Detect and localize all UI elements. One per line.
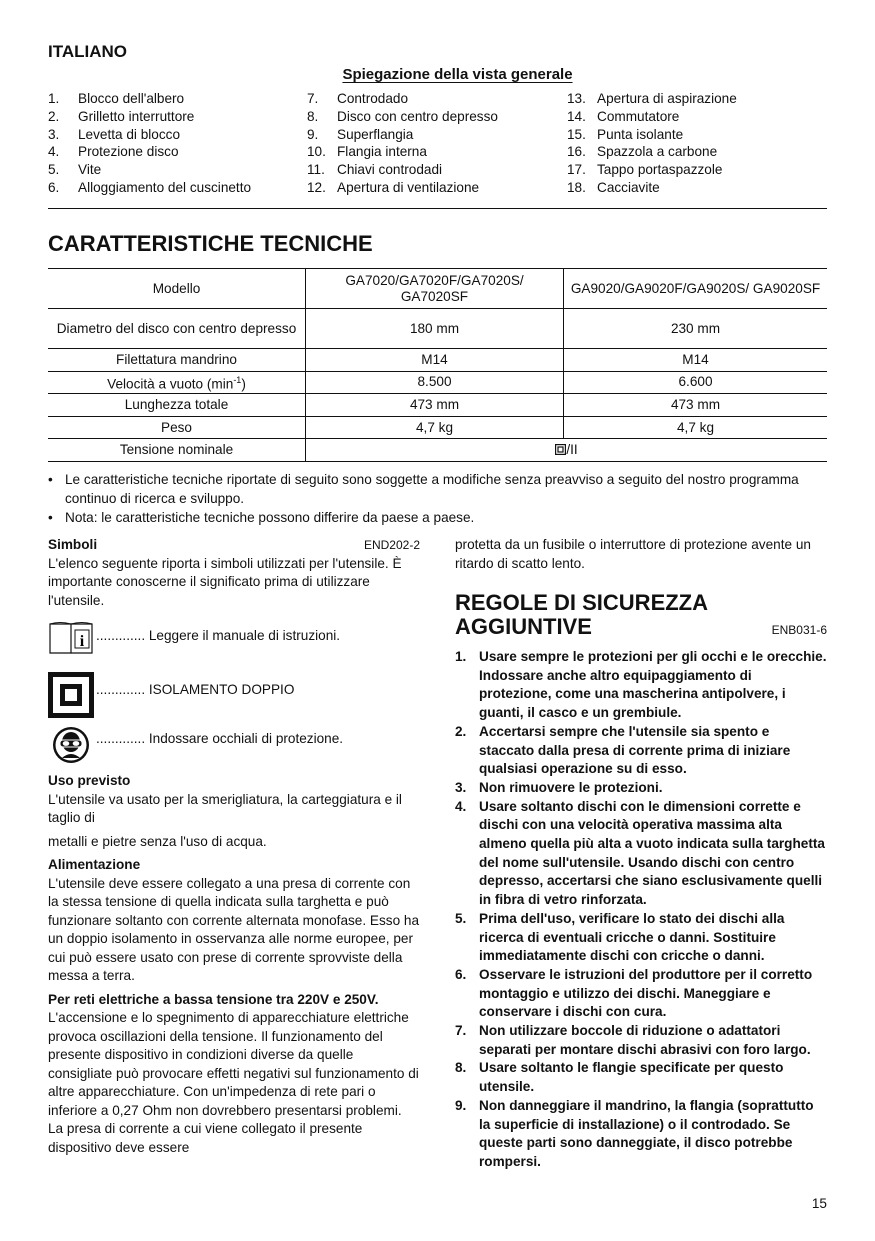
svg-text:i: i xyxy=(79,633,85,650)
table-cell: Modello xyxy=(48,269,306,309)
table-cell: 8.500 xyxy=(306,371,564,394)
specs-table xyxy=(48,268,827,462)
table-row xyxy=(48,269,827,309)
symbols-section xyxy=(48,536,420,610)
table-cell: Peso xyxy=(48,416,306,439)
table-cell: GA9020/GA9020F/GA9020S/ GA9020SF xyxy=(564,269,828,309)
safety-rule: 6. Osservare le istruzioni del produttore per il corretto montaggio e utilizzo dei dischi. Maneggiare e conservare i dischi con cura. xyxy=(455,966,813,1020)
intended-use-text: L'utensile va usato per la smerigliatura, la carteggiatura e il taglio di xyxy=(48,791,402,825)
safety-code: ENB031-6 xyxy=(771,623,827,637)
table-cell: /II xyxy=(306,439,828,462)
low-voltage-continued: protetta da un fusibile o interruttore di protezione avente un ritardo di scatto lento. xyxy=(455,537,811,571)
overview-item: 18. Cacciavite xyxy=(567,179,660,195)
overview-item: 17. Tappo portaspazzole xyxy=(567,162,723,178)
safety-rule: 3. Non rimuovere le protezioni. xyxy=(455,779,663,795)
overview-item: 1. Blocco dell'albero xyxy=(48,91,185,106)
safety-rule: 4. Usare soltanto dischi con le dimensioni corrette e dischi con una velocità operativa massima alta almeno quella più alta a vuoto indicata sulla targhetta del nome sull'utensile. Usando dischi con centro depresso, accertarsi che siano esclusivamente quelli in fibra di vetro rinforzata. xyxy=(455,798,825,908)
intended-use-section xyxy=(48,772,420,1157)
intended-use-text-2: metalli e pietre senza l'uso di acqua. xyxy=(48,833,267,849)
power-title: Alimentazione xyxy=(48,857,141,872)
low-voltage-text: L'accensione e lo spegnimento di apparecchiature elettriche provoca oscillazioni della tensione. Il funzionamento del presente dispositivo in condizioni diverse da quelle consigliate può provocare effetti negativi sul funzionamento di altre apparecchiature. Con un'impedenza di rete pari o inferiore a 0,27 Ohm non dovrebbero presentarsi problemi. La presa di corrente a cui viene collegato il presente dispositivo deve essere xyxy=(48,1010,419,1155)
symbol-goggles-label: ............. Indossare occhiali di protezione. xyxy=(96,731,344,746)
overview-item: 11. Chiavi controdadi xyxy=(307,162,443,178)
safety-rule: 5. Prima dell'uso, verificare lo stato dei dischi alla ricerca di eventuali cricche o danni. Sostituire immediatamente dischi con cricche o danni. xyxy=(455,910,785,964)
double-insulation-icon xyxy=(555,444,566,455)
table-cell: Velocità a vuoto $(\min^{-1})$ xyxy=(48,371,306,394)
manual-icon xyxy=(48,620,94,656)
overview-item: 14. Commutatore xyxy=(567,108,680,124)
safety-heading xyxy=(455,591,827,639)
safety-rule: 7. Non utilizzare boccole di riduzione o adattatori separati per montare dischi abrasivi con foro largo. xyxy=(455,1023,811,1057)
divider xyxy=(48,208,827,209)
symbol-manual-label: ............. Leggere il manuale di istruzioni. xyxy=(96,628,341,643)
table-cell: 6.600 xyxy=(564,371,828,394)
overview-item: 16. Spazzola a carbone xyxy=(567,144,718,160)
overview-item: 12. Apertura di ventilazione xyxy=(307,179,480,195)
overview-item: 6. Alloggiamento del cuscinetto xyxy=(48,179,252,195)
table-cell: Lunghezza totale xyxy=(48,394,306,417)
overview-column-1 xyxy=(48,90,303,197)
list-item: • Nota: le caratteristiche tecniche possono differire da paese a paese. xyxy=(48,508,827,527)
power-text: L'utensile deve essere collegato a una presa di corrente con la stessa tensione di quella indicata sulla targhetta e può funzionare soltanto con corrente alternata monofase. Esso ha un doppio isolamento in osservanza alle norme europee, per cui può essere usato con prese di corrente sprovviste della messa a terra. xyxy=(48,875,420,983)
table-row xyxy=(48,371,827,394)
table-row xyxy=(48,416,827,439)
low-voltage-title: Per reti elettriche a bassa tensione tra 220V e 250V. xyxy=(48,991,379,1007)
goggles-icon xyxy=(52,726,90,764)
table-row xyxy=(48,349,827,372)
table-row xyxy=(48,394,827,417)
intended-use-title: Uso previsto xyxy=(48,773,131,788)
table-cell: 473 mm xyxy=(564,394,828,417)
safety-rules-list xyxy=(455,648,827,1172)
symbols-title: Simboli xyxy=(48,537,98,552)
overview-item: 9. Superflangia xyxy=(307,126,414,142)
table-row xyxy=(48,439,827,462)
language-heading: ITALIANO xyxy=(48,42,128,61)
safety-rule: 8. Usare soltanto le flangie specificate per questo utensile. xyxy=(455,1060,784,1095)
overview-item: 4. Protezione disco xyxy=(48,144,179,160)
safety-rule: 1. Usare sempre le protezioni per gli occhi e le orecchie. Indossare anche altro equipaggiamento di protezione, come una mascherina antipolvere, i guanti, il casco e un grembiule. xyxy=(455,649,827,721)
table-row xyxy=(48,309,827,349)
symbol-insulation-label: ............. ISOLAMENTO DOPPIO xyxy=(96,682,295,697)
overview-item: 2. Grilletto interruttore xyxy=(48,108,195,124)
overview-item: 3. Levetta di blocco xyxy=(48,126,181,142)
table-cell: Filettatura mandrino xyxy=(48,349,306,372)
specs-title: CARATTERISTICHE TECNICHE xyxy=(48,231,373,256)
safety-title: REGOLE DI SICUREZZA AGGIUNTIVE xyxy=(455,590,709,639)
overview-column-3 xyxy=(567,90,822,197)
safety-rule: 9. Non danneggiare il mandrino, la flangia (soprattutto la superficie di installazione) o il controdado. Se queste parti sono danneggiate, il disco potrebbe rompersi. xyxy=(455,1097,814,1169)
double-insulation-icon xyxy=(48,672,94,718)
spec-notes xyxy=(48,470,827,527)
table-cell: 4,7 kg xyxy=(306,416,564,439)
overview-item: 7. Controdado xyxy=(307,91,409,106)
list-item: • Le caratteristiche tecniche riportate di seguito sono soggette a modifiche senza preavviso a seguito del nostro programma continuo di ricerca e sviluppo. xyxy=(48,470,827,508)
overview-item: 5. Vite xyxy=(48,162,102,178)
overview-item: 10. Flangia interna xyxy=(307,144,427,160)
table-cell: Tensione nominale xyxy=(48,439,306,462)
table-cell: 230 mm xyxy=(564,309,828,349)
symbols-intro: L'elenco seguente riporta i simboli utilizzati per l'utensile. È importante conoscerne il significato prima di utilizzare l'utensile. xyxy=(48,555,402,608)
table-cell: 473 mm xyxy=(306,394,564,417)
page-number: 15 xyxy=(811,1196,827,1211)
symbols-code: END202-2 xyxy=(363,538,420,552)
table-cell: GA7020/GA7020F/GA7020S/ GA7020SF xyxy=(306,269,564,309)
overview-title: Spiegazione della vista generale xyxy=(342,66,573,83)
overview-column-2 xyxy=(307,90,562,197)
table-cell: M14 xyxy=(564,349,828,372)
overview-item: 8. Disco con centro depresso xyxy=(307,108,498,124)
table-cell: 4,7 kg xyxy=(564,416,828,439)
table-cell: Diametro del disco con centro depresso xyxy=(48,309,306,349)
table-cell: M14 xyxy=(306,349,564,372)
safety-rule: 2. Accertarsi sempre che l'utensile sia spento e staccato dalla presa di corrente prima di iniziare qualsiasi operazione su di esso. xyxy=(455,723,791,777)
table-cell: 180 mm xyxy=(306,309,564,349)
overview-item: 15. Punta isolante xyxy=(567,126,684,142)
overview-item: 13. Apertura di aspirazione xyxy=(567,91,737,106)
